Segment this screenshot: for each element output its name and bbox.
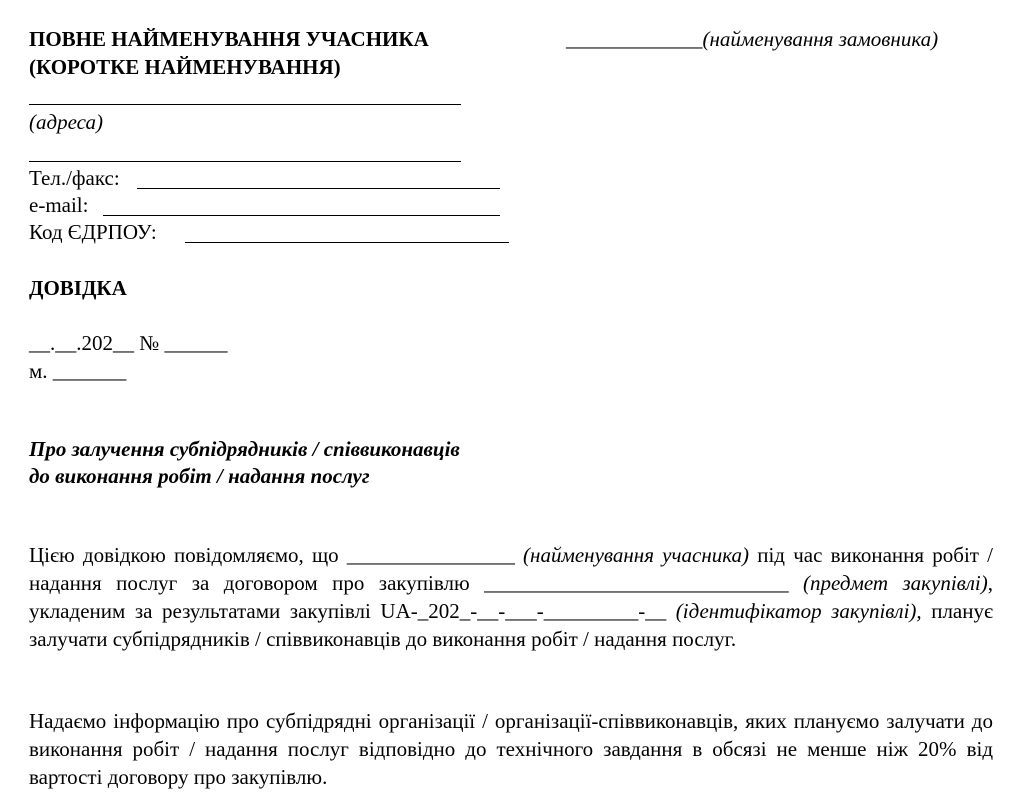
paragraph-text-1: Цією довідкою повідомляємо, що ________________ xyxy=(29,543,524,567)
procurement-subject-hint: (предмет закупівлі) xyxy=(803,571,988,595)
phone-label: Тел./факс: xyxy=(29,166,120,190)
paragraph-text-3: , укладеним за результатами закупівлі UA-_202_-__-___-_________-__ xyxy=(29,571,993,623)
procurement-id-hint: (ідентифікатор закупівлі), xyxy=(675,599,922,623)
phone-underline xyxy=(137,188,500,189)
paragraph-text-4: планує залучати субпідрядників / співвиконавців до виконання робіт / надання послуг. xyxy=(29,599,993,651)
email-underline xyxy=(103,215,500,216)
document-title: ДОВІДКА xyxy=(29,276,127,300)
edrpou-label: Код ЄДРПОУ: xyxy=(29,220,157,244)
subject-line-1: Про залучення субпідрядників / співвиконавців xyxy=(29,437,460,461)
customer-blank: _____________ xyxy=(566,27,703,51)
subject-line-2: до виконання робіт / надання послуг xyxy=(29,464,370,488)
participant-full-name: ПОВНЕ НАЙМЕНУВАННЯ УЧАСНИКА xyxy=(29,27,429,51)
city-line: м. _______ xyxy=(29,359,127,383)
customer-field xyxy=(566,25,938,53)
address-line-1 xyxy=(29,104,461,105)
edrpou-underline xyxy=(185,242,509,243)
email-label: e-mail: xyxy=(29,193,89,217)
address-hint: (адреса) xyxy=(29,110,103,134)
paragraph-information: Надаємо інформацію про субпідрядні організації / організації-співвиконавців, яких плануємо залучати до виконання робіт / надання послуг відповідно до технічного завдання в обсязі не менше ніж 20% від вартості договору про закупівлю. xyxy=(29,709,993,789)
paragraph-notification xyxy=(29,541,993,653)
date-number-line: __.__.202__ № ______ xyxy=(29,331,228,355)
participant-name-hint: (найменування учасника) xyxy=(523,543,750,567)
customer-hint: (найменування замовника) xyxy=(702,27,939,51)
participant-short-name: (КОРОТКЕ НАЙМЕНУВАННЯ) xyxy=(29,55,341,79)
paragraph-text-2: під час виконання робіт / надання послуг за договором про закупівлю _____________________________ xyxy=(29,543,993,595)
address-line-2 xyxy=(29,161,461,162)
